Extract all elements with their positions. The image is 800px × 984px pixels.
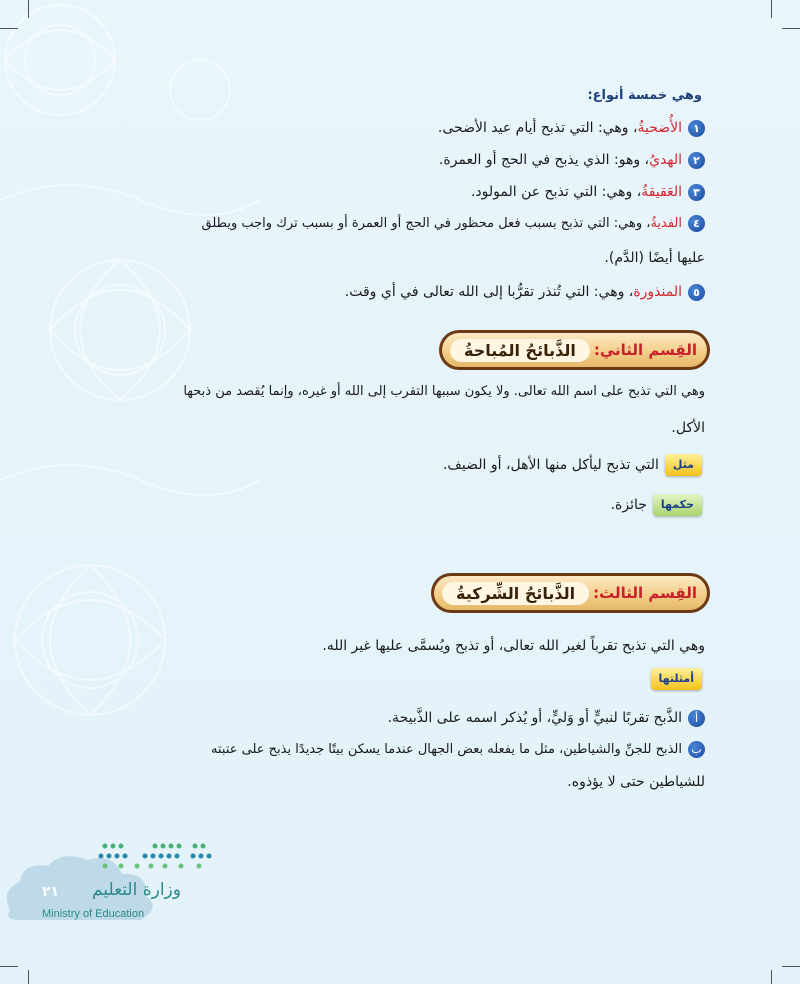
type-item [471,182,705,202]
section-description-continuation: الأكل. [671,420,705,436]
number-badge: ٣ [688,184,705,201]
example-item [388,708,705,728]
section-description: وهي التي تذبح تقرباً لغير الله تعالى، أو تذبح ويُسمَّى عليها غير الله. [322,638,705,654]
type-term: الفديةُ [650,216,682,231]
ministry-name-arabic: وزارة التعليم [92,880,181,900]
page-number: ٢١ [42,884,60,900]
type-term: الهديُ [649,152,682,168]
ruling-row [611,494,702,516]
example-tag: مثل [665,454,702,476]
example-row [443,454,702,476]
section-label: القِسم الثاني: [593,341,697,359]
number-badge: ٤ [688,215,705,232]
example-text: الذبح للجنِّ والشياطين، مثل ما يفعله بعض الجهال عندما يسكن بيتًا جديدًا يذبح على عتبته [211,742,682,757]
type-term: العَقيقةُ [641,184,682,200]
type-definition: ، وهي: التي تذبح بسبب فعل محظور في الحج أو العمرة أو بسبب ترك واجب ويطلق [201,216,651,231]
section-header-polytheistic [431,573,710,613]
example-text: الذَّبح تقربًا لنبيٍّ أو وَليٍّ، أو يُذكر اسمه على الذَّبيحة. [387,710,682,726]
section-title: الذَّبائحُ الشِّركيةُ [442,582,589,605]
ministry-name-english: Ministry of Education [42,908,145,920]
type-term: الأُضحيةُ [637,120,682,136]
ministry-logo-dots [95,838,215,878]
examples-tag: أمثلتها [651,668,702,690]
number-badge: ٢ [688,152,705,169]
section-label: القِسم الثالث: [593,584,697,602]
letter-badge: ب [688,741,705,758]
type-term: المنذورة [633,284,682,300]
example-item-continuation: للشياطين حتى لا يؤذوه. [567,774,705,790]
type-item-continuation: عليها أيضًا (الدَّم). [604,250,705,266]
example-text: التي تذبح ليأكل منها الأهل، أو الضيف. [442,457,659,473]
examples-heading [645,668,702,690]
section-description: وهي التي تذبح على اسم الله تعالى. ولا يكون سببها التقرب إلى الله أو غيره، وإنما يُقصد من ذبحها [183,384,705,399]
number-badge: ٥ [688,284,705,301]
type-definition: ، وهو: الذي يذبح في الحج أو العمرة. [438,152,650,168]
type-item [439,150,705,170]
type-definition: ، وهي: التي تذبح عن المولود. [470,184,642,200]
types-intro: وهي خمسة أنواع: [587,88,702,103]
type-item [202,214,705,234]
letter-badge: أ [688,710,705,727]
type-item [438,118,705,138]
section-title: الذَّبائحُ المُباحةُ [450,339,590,362]
number-badge: ١ [688,120,705,137]
example-item [211,740,705,760]
ruling-tag: حكمها [653,494,702,516]
type-definition: ، وهي: التي تُنذر تقرُّبا إلى الله تعالى في أي وقت. [344,284,634,300]
ruling-text: جائزة. [610,497,647,513]
section-header-permitted [439,330,710,370]
type-definition: ، وهي: التي تذبح أيام عيد الأضحى. [437,120,638,136]
type-item [345,282,705,302]
